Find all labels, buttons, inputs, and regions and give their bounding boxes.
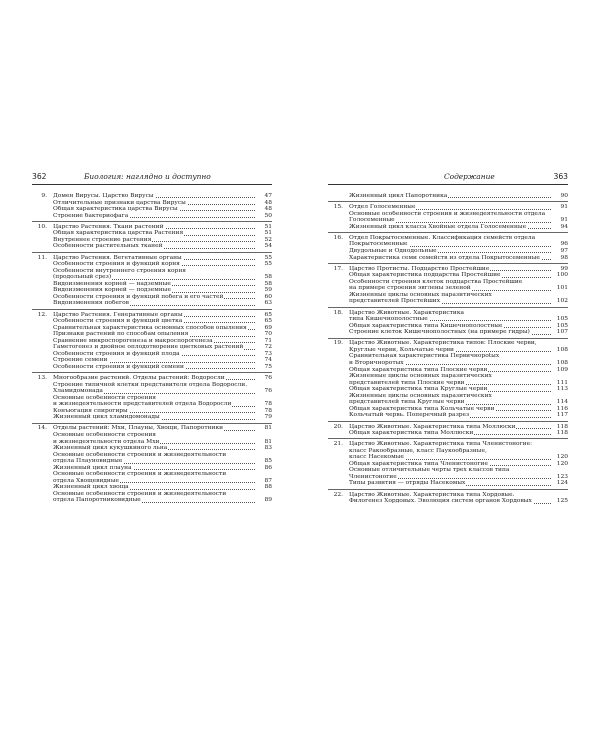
toc-section: [328, 232, 568, 261]
toc-page-number: 81: [256, 439, 272, 446]
toc-entry-title: и Вторичноротых: [349, 360, 404, 366]
toc-entry-title: Общая характеристика типа Круглые черви: [349, 386, 488, 393]
table-of-contents: [328, 193, 568, 505]
toc-page-number: 87: [256, 478, 272, 485]
toc-page-number: 48: [256, 200, 272, 207]
toc-entry-title: Строение бактериофага: [53, 212, 129, 219]
toc-entry-title: Общая характеристика типа Членистоногие: [349, 460, 488, 467]
toc-section: [32, 372, 272, 421]
toc-entry-title: Общая характеристика типа Кольчатые черви: [349, 405, 495, 412]
toc-page-number: 73: [256, 351, 272, 358]
toc-section: [32, 221, 272, 250]
toc-entry-title: Особенности строения и функций побега и его частей: [53, 293, 224, 300]
toc-entry-title: Царство Протисты. Подцарство Простейшие: [349, 265, 490, 272]
toc-page-number: 48: [256, 206, 272, 213]
toc-page-number: 125: [552, 498, 568, 505]
toc-page-number: 108: [552, 360, 568, 367]
toc-entry-title: Особенности строения и функций плода: [53, 350, 180, 357]
toc-section: [328, 338, 568, 419]
section-number: 21.: [333, 441, 343, 448]
toc-page-number: 51: [256, 230, 272, 237]
toc-page-number: 79: [256, 414, 272, 421]
section-number: 16.: [333, 234, 343, 241]
toc-entry-title: Жизненный цикл Папоротника: [349, 193, 448, 199]
toc-page-number: 124: [552, 480, 568, 487]
toc-page-number: 123: [552, 474, 568, 481]
toc-entry-title: Царство Животные. Характеристика: [349, 309, 465, 316]
toc-page-number: 102: [552, 298, 568, 305]
toc-page-number: 60: [256, 294, 272, 301]
toc-page-number: 105: [552, 323, 568, 330]
toc-section: [32, 423, 272, 504]
toc-entry[interactable]: [32, 497, 272, 504]
toc-entry-title: Жизненные циклы основных паразитических: [349, 291, 492, 298]
toc-entry-title: Членистоногие: [349, 473, 397, 480]
toc-entry-title: представителей типа Плоские черви: [349, 379, 465, 386]
toc-entry[interactable]: [32, 364, 272, 371]
toc-entry-title: на примере строения эвглены зеленой: [349, 285, 471, 292]
toc-entry-title: Особенности растительных тканей: [53, 243, 163, 250]
toc-entry-title: Царство Растения. Вегетативные органы: [53, 254, 182, 261]
toc-page-number: 51: [256, 224, 272, 231]
toc-entry-title: Голосеменные: [349, 217, 395, 224]
toc-entry-title: Основные особенности строения: [53, 394, 156, 401]
toc-page-number: 83: [256, 445, 272, 452]
toc-page-number: 105: [552, 316, 568, 323]
toc-entry[interactable]: [32, 213, 272, 220]
toc-entry-title: Домен Вирусы. Царство Вирусы: [53, 193, 154, 199]
toc-page-number: 90: [552, 193, 568, 200]
toc-page-number: 47: [256, 193, 272, 200]
toc-section: [32, 193, 272, 219]
toc-entry-title: Отделы растений: Мхи, Плауны, Хвощи, Папоротники: [53, 425, 224, 432]
toc-entry-title: Основные особенности строения и жизнедеятельности: [53, 490, 227, 497]
toc-entry[interactable]: [32, 300, 272, 307]
toc-entry-title: Общая характеристика типа Кишечнополостные: [349, 322, 503, 329]
toc-section: [328, 421, 568, 437]
toc-entry-title: Конъюгация спирогиры: [53, 407, 128, 414]
toc-entry-title: Хламидомонада: [53, 388, 103, 395]
section-number: 9.: [41, 193, 47, 199]
toc-page-number: 58: [256, 281, 272, 288]
toc-entry-title: Особенности внутреннего строения корня: [53, 267, 186, 274]
section-number: 12.: [37, 311, 47, 318]
toc-entry-title: Покрытосеменные: [349, 241, 408, 248]
toc-entry-title: Особенности строения и функций семени: [53, 363, 184, 370]
toc-section: [328, 438, 568, 487]
toc-page-number: 98: [552, 255, 568, 262]
section-number: 22.: [333, 491, 343, 498]
toc-page-number: 91: [552, 204, 568, 211]
toc-entry[interactable]: [328, 224, 568, 231]
toc-entry-title: Сравнительная характеристика основных способов опыления: [53, 324, 247, 331]
toc-page-number: 65: [256, 318, 272, 325]
toc-page-number: 118: [552, 424, 568, 431]
toc-entry-title: Двудольные и Однодольные: [349, 248, 437, 255]
toc-page-number: 75: [256, 364, 272, 371]
toc-page-number: 114: [552, 399, 568, 406]
toc-entry-title: Отдел Покрытосеменные. Классификация семейств отдела: [349, 234, 536, 241]
toc-entry-title: (продольный срез): [53, 274, 112, 281]
toc-entry-title: Общая характеристика типа Моллюски: [349, 430, 474, 437]
page-header: [328, 172, 568, 185]
toc-entry-title: Основные особенности строения и жизнедеятельности: [53, 451, 227, 458]
toc-page-number: 111: [552, 380, 568, 387]
toc-entry-title: Сравнительная характеристика Первичнорotых: [349, 353, 500, 360]
toc-section: [328, 307, 568, 336]
toc-page-number: 52: [256, 237, 272, 244]
toc-section: [32, 309, 272, 371]
toc-page-number: 107: [552, 329, 568, 336]
toc-entry-title: Особенности строения клеток подцарства Простейшие: [349, 278, 523, 285]
toc-entry-title: Строение клеток Кишечнополостных (на примере гидры): [349, 329, 530, 336]
page-header: [32, 172, 272, 185]
toc-entry-title: Многообразие растений. Отделы растений: Водоросли: [53, 375, 225, 382]
toc-entry[interactable]: [328, 255, 568, 262]
toc-page-number: 120: [552, 461, 568, 468]
toc-entry-title: и жизнедеятельности представителей отдела Водоросли: [53, 401, 232, 408]
toc-entry[interactable]: [328, 329, 568, 336]
toc-page-number: 72: [256, 344, 272, 351]
toc-page-number: 76: [256, 375, 272, 382]
toc-entry-title: Жизненные циклы основных паразитических: [349, 373, 492, 380]
toc-entry-title: Признаки растений по способам опыления: [53, 331, 189, 338]
section-number: 17.: [333, 265, 343, 272]
toc-page-number: 76: [256, 388, 272, 395]
toc-page-number: 81: [256, 425, 272, 432]
toc-page-number: 97: [552, 248, 568, 255]
toc-page-number: 78: [256, 408, 272, 415]
toc-entry-title: Филогенез Хордовых. Эволюция систем органов Хордовых: [349, 498, 532, 505]
toc-page-number: 91: [552, 217, 568, 224]
toc-page-number: 94: [552, 224, 568, 231]
toc-entry-title: Сравнение микроспорогенеза и макроспорогенеза: [53, 337, 213, 344]
toc-page-number: 65: [256, 312, 272, 319]
toc-entry-title: Строение типичной клетки представителя отдела Водоросли.: [53, 381, 248, 388]
toc-page-number: 70: [256, 331, 272, 338]
toc-entry[interactable]: [328, 498, 568, 505]
toc-page-number: 96: [552, 241, 568, 248]
section-number: 18.: [333, 309, 343, 316]
toc-entry[interactable]: [328, 441, 568, 448]
toc-entry-title: класс Насекомые: [349, 454, 404, 461]
toc-entry[interactable]: [32, 344, 272, 351]
toc-entry-title: Внутреннее строение растения: [53, 236, 152, 243]
toc-entry-title: Круглые черви, Кольчатые черви: [349, 346, 454, 353]
toc-entry-title: и жизнедеятельности отдела Мхи: [53, 438, 160, 445]
toc-entry-title: класс Ракообразные, класс Паукообразные,: [349, 447, 487, 454]
toc-page-number: 50: [256, 213, 272, 220]
page-number: 363: [553, 172, 568, 181]
section-number: 13.: [37, 375, 47, 382]
section-number: 20.: [333, 423, 343, 430]
toc-page-number: 59: [256, 287, 272, 294]
toc-entry[interactable]: [328, 412, 568, 419]
toc-page-number: 85: [256, 458, 272, 465]
toc-page-number: 55: [256, 255, 272, 262]
toc-entry-title: Основные отличительные черты трех классов типа: [349, 467, 510, 474]
toc-entry-title: Типы развития — отряды Насекомых: [349, 480, 466, 487]
toc-page-number: 109: [552, 367, 568, 374]
toc-entry-title: Жизненный цикл кукушкиного льна: [53, 445, 168, 452]
toc-entry-title: отдела Плауновидные: [53, 458, 123, 465]
toc-page-number: 120: [552, 454, 568, 461]
toc-entry[interactable]: [328, 298, 568, 305]
page-number: 362: [32, 172, 47, 181]
running-head: Биология: наглядно и доступно: [84, 172, 211, 181]
toc-entry-title: Царство Животные. Характеристика типа Моллюски: [349, 423, 516, 430]
toc-entry[interactable]: [328, 430, 568, 437]
toc-page-number: 54: [256, 243, 272, 250]
toc-entry-title: Жизненный цикл хламидомонады: [53, 414, 160, 421]
toc-page-number: 58: [256, 274, 272, 281]
toc-entry-title: представителей Простейших: [349, 298, 441, 305]
right-page: [300, 0, 600, 750]
toc-entry-title: Особенности строения и функций цветка: [53, 318, 183, 325]
toc-entry-title: Видоизменения корней — надземные: [53, 280, 171, 287]
toc-page-number: 113: [552, 386, 568, 393]
toc-entry-title: Кольчатый червь. Поперечный разрез: [349, 412, 470, 419]
toc-entry-title: Общая характеристика типа Плоские черви: [349, 366, 488, 373]
toc-page-number: 108: [552, 347, 568, 354]
toc-page-number: 118: [552, 430, 568, 437]
toc-page-number: 71: [256, 338, 272, 345]
toc-entry-title: Общая характеристика царства Вирусы: [53, 206, 178, 213]
toc-entry[interactable]: [32, 243, 272, 250]
toc-entry-title: Царство Животные. Характеристика типа Хордовые.: [349, 491, 515, 498]
toc-entry[interactable]: [328, 193, 568, 200]
toc-entry-title: Царство Животные. Характеристика типа Членистоногие:: [349, 441, 533, 448]
toc-page-number: 89: [256, 497, 272, 504]
section-number: 19.: [333, 340, 343, 347]
toc-entry-title: отдела Папоротниковидные: [53, 497, 141, 504]
toc-entry-title: Основные особенности строения и жизнедеятельности отдела: [349, 210, 546, 217]
toc-entry-title: Жизненный цикл хвоща: [53, 484, 129, 491]
section-number: 14.: [37, 425, 47, 432]
toc-entry-title: Видоизменения корней — подземные: [53, 287, 171, 294]
running-head: Содержание: [444, 172, 495, 181]
toc-entry-title: Основные особенности строения: [53, 432, 156, 439]
toc-entry-title: типа Кишечнополостные: [349, 316, 428, 323]
toc-entry-title: Основные особенности строения и жизнедеятельности: [53, 471, 227, 478]
toc-entry-title: Царство Растения. Генеративные органы: [53, 311, 183, 318]
toc-entry-title: отдела Хвощевидные: [53, 477, 120, 484]
toc-page-number: 86: [256, 465, 272, 472]
section-number: 11.: [37, 254, 47, 261]
toc-entry[interactable]: [328, 480, 568, 487]
toc-entry-title: Видоизменения побегов: [53, 300, 129, 307]
toc-entry-title: Жизненный цикл класса Хвойные отдела Голосеменные: [349, 223, 527, 230]
toc-entry-title: Царство Животные. Характеристика типов: Плоские черви,: [349, 340, 537, 347]
toc-section: [32, 252, 272, 307]
toc-entry-title: Жизненные циклы основных паразитических: [349, 392, 492, 399]
toc-entry-title: Отличительные признаки царства Вирусы: [53, 199, 186, 206]
toc-section: [328, 193, 568, 200]
toc-page-number: 69: [256, 325, 272, 332]
toc-page-number: 55: [256, 261, 272, 268]
toc-page-number: 78: [256, 401, 272, 408]
toc-section: [328, 201, 568, 230]
toc-page-number: 99: [552, 266, 568, 273]
table-of-contents: [32, 193, 272, 504]
section-number: 15.: [333, 204, 343, 211]
toc-entry-title: Общая характеристика подцарства Простейшие: [349, 272, 501, 279]
toc-entry-title: Общая характеристика царства Растения: [53, 230, 184, 237]
toc-entry-title: представителей типа Круглые черви: [349, 399, 465, 406]
toc-entry-title: Особенности строения и функций корня: [53, 261, 180, 268]
toc-section: [328, 489, 568, 505]
toc-page-number: 63: [256, 300, 272, 307]
toc-entry-title: Царство Растения. Ткани растений: [53, 223, 164, 230]
section-number: 10.: [37, 223, 47, 230]
toc-page-number: 101: [552, 285, 568, 292]
toc-entry-title: Гаметогенез и двойное оплодотворение цветковых растений: [53, 344, 244, 351]
toc-entry-title: Строение семени: [53, 357, 108, 364]
toc-entry[interactable]: [32, 414, 272, 421]
toc-entry-title: Жизненный цикл плауна: [53, 464, 132, 471]
toc-page-number: 100: [552, 272, 568, 279]
toc-entry-title: Отдел Голосеменные: [349, 204, 416, 211]
toc-entry-title: Характеристика семи семейств из отдела Покрытосеменные: [349, 254, 540, 261]
toc-section: [328, 263, 568, 305]
toc-page-number: 88: [256, 484, 272, 491]
toc-page-number: 116: [552, 406, 568, 413]
toc-entry[interactable]: [328, 340, 568, 347]
toc-page-number: 74: [256, 357, 272, 364]
toc-page-number: 117: [552, 412, 568, 419]
